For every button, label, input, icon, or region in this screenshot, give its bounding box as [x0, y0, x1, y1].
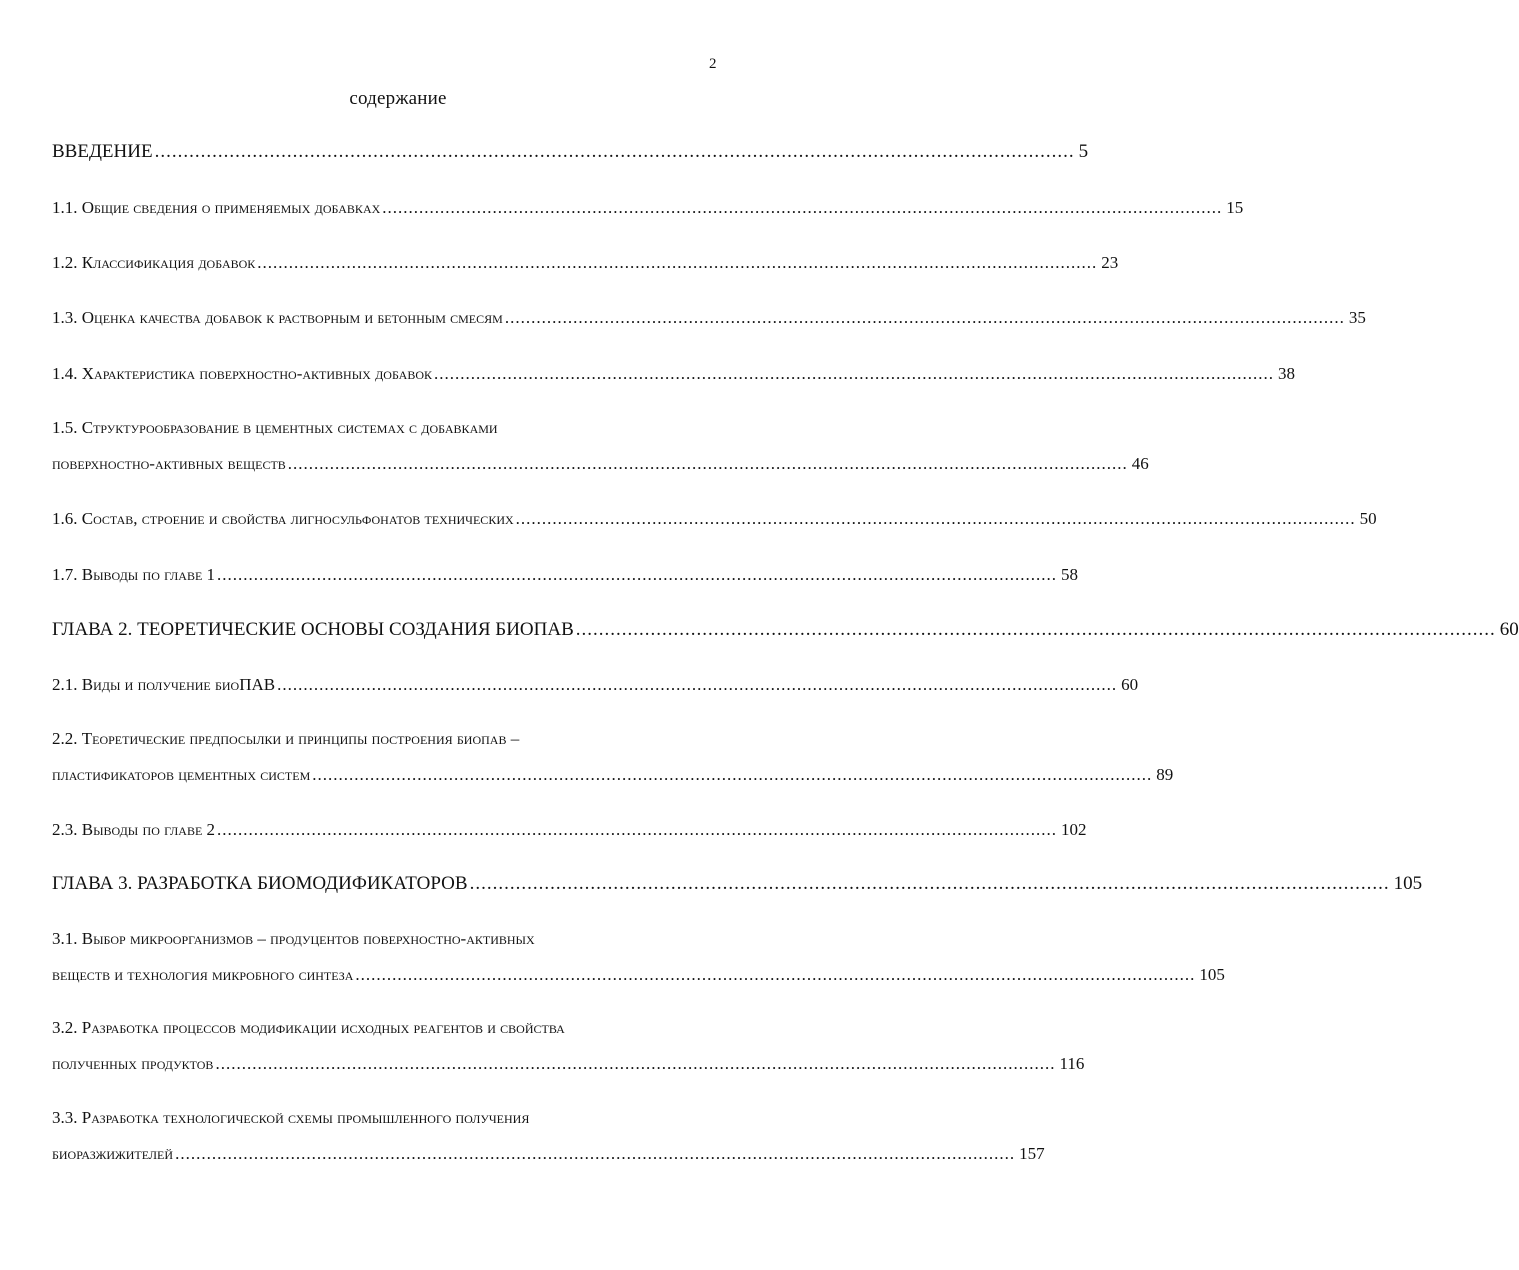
toc-entry-text: 2.1. Виды и получение биоПАВ: [52, 675, 276, 694]
toc-entry-text: пластификаторов цементных систем: [52, 765, 311, 784]
dot-leader: ................................................................................................................................................................: [575, 619, 1496, 640]
toc-entry-1-4[interactable]: [52, 364, 1296, 384]
toc-entry-page: 116: [1059, 1054, 1085, 1073]
toc-entry-page: 46: [1131, 454, 1149, 473]
toc-entry-page: 58: [1061, 565, 1079, 584]
toc-entry-text-line1: 2.2. Теоретические предпосылки и принципы построения биопав –: [52, 729, 520, 748]
toc-entry-page: 35: [1348, 308, 1366, 327]
toc-entry-1-3[interactable]: [52, 308, 1366, 328]
toc-entry-introduction[interactable]: [52, 141, 1089, 162]
toc-entry-page: 23: [1101, 253, 1119, 272]
toc-entry-1-5[interactable]: [52, 418, 1149, 474]
toc-entry-2-1[interactable]: [52, 675, 1139, 695]
toc-entry-chapter-2[interactable]: [52, 619, 1519, 640]
page-number: 2: [709, 56, 717, 72]
toc-entry-page: 50: [1359, 509, 1377, 528]
toc-entry-text: 1.7. Выводы по главе 1: [52, 565, 216, 584]
dot-leader: ................................................................................................................................................................: [277, 675, 1118, 694]
toc-entry-1-1[interactable]: [52, 198, 1244, 218]
toc-entry-text: 1.1. Общие сведения о применяемых добавках: [52, 198, 381, 217]
toc-entry-2-2[interactable]: [52, 729, 1174, 785]
dot-leader: ................................................................................................................................................................: [175, 1144, 1016, 1163]
toc-entry-1-2[interactable]: [52, 253, 1119, 273]
toc-entry-text: 1.6. Состав, строение и свойства лигносульфонатов технических: [52, 509, 514, 528]
dot-leader: ................................................................................................................................................................: [382, 198, 1223, 217]
toc-entry-text-line1: 3.3. Разработка технологической схемы промышленного получения: [52, 1108, 530, 1127]
toc-entry-text: биоразжижителей: [52, 1144, 174, 1163]
toc-entry-page: 105: [1393, 873, 1423, 894]
toc-entry-2-3[interactable]: [52, 820, 1087, 840]
toc-entry-text-line1: 3.1. Выбор микроорганизмов – продуцентов поверхностно-активных: [52, 929, 535, 948]
toc-entry-text: 2.3. Выводы по главе 2: [52, 820, 216, 839]
toc-entry-chapter-3[interactable]: [52, 873, 1423, 894]
toc-entry-text-line1: 1.5. Структурообразование в цементных системах с добавками: [52, 418, 498, 437]
dot-leader: ................................................................................................................................................................: [312, 765, 1153, 784]
dot-leader: ................................................................................................................................................................: [215, 1054, 1056, 1073]
dot-leader: ................................................................................................................................................................: [287, 454, 1128, 473]
toc-entry-page: 60: [1499, 619, 1519, 640]
toc-entry-page: 15: [1226, 198, 1244, 217]
dot-leader: ................................................................................................................................................................: [355, 965, 1196, 984]
toc-entry-page: 38: [1278, 364, 1296, 383]
dot-leader: ................................................................................................................................................................: [257, 253, 1098, 272]
toc-entry-page: 60: [1121, 675, 1139, 694]
toc-title: содержание: [349, 88, 447, 109]
toc-entry-3-3[interactable]: [52, 1108, 1045, 1164]
toc-entry-3-2[interactable]: [52, 1018, 1085, 1074]
dot-leader: ................................................................................................................................................................: [154, 141, 1075, 162]
dot-leader: ................................................................................................................................................................: [217, 565, 1058, 584]
toc-entry-text-line1: 3.2. Разработка процессов модификации исходных реагентов и свойства: [52, 1018, 565, 1037]
toc-entry-text: полученных продуктов: [52, 1054, 214, 1073]
toc-entry-text: 1.4. Характеристика поверхностно-активных добавок: [52, 364, 433, 383]
toc-entry-text: веществ и технология микробного синтеза: [52, 965, 354, 984]
dot-leader: ................................................................................................................................................................: [504, 308, 1345, 327]
toc-entry-text: поверхностно-активных веществ: [52, 454, 286, 473]
toc-entry-page: 89: [1156, 765, 1174, 784]
dot-leader: ................................................................................................................................................................: [434, 364, 1275, 383]
toc-entry-1-6[interactable]: [52, 509, 1377, 529]
toc-entry-text: ВВЕДЕНИЕ: [52, 141, 153, 162]
dot-leader: ................................................................................................................................................................: [469, 873, 1390, 894]
toc-entry-1-7[interactable]: [52, 565, 1079, 585]
toc-entry-page: 105: [1199, 965, 1225, 984]
dot-leader: ................................................................................................................................................................: [515, 509, 1356, 528]
toc-entry-page: 157: [1019, 1144, 1045, 1163]
toc-entry-text: ГЛАВА 3. РАЗРАБОТКА БИОМОДИФИКАТОРОВ: [52, 873, 468, 894]
toc-entry-text: 1.3. Оценка качества добавок к растворным и бетонным смесям: [52, 308, 503, 327]
toc-entry-3-1[interactable]: [52, 929, 1225, 985]
toc-entry-text: ГЛАВА 2. ТЕОРЕТИЧЕСКИЕ ОСНОВЫ СОЗДАНИЯ БИОПАВ: [52, 619, 574, 640]
toc-entry-page: 5: [1078, 141, 1089, 162]
dot-leader: ................................................................................................................................................................: [217, 820, 1058, 839]
toc-entry-text: 1.2. Классификация добавок: [52, 253, 256, 272]
toc-entry-page: 102: [1061, 820, 1087, 839]
